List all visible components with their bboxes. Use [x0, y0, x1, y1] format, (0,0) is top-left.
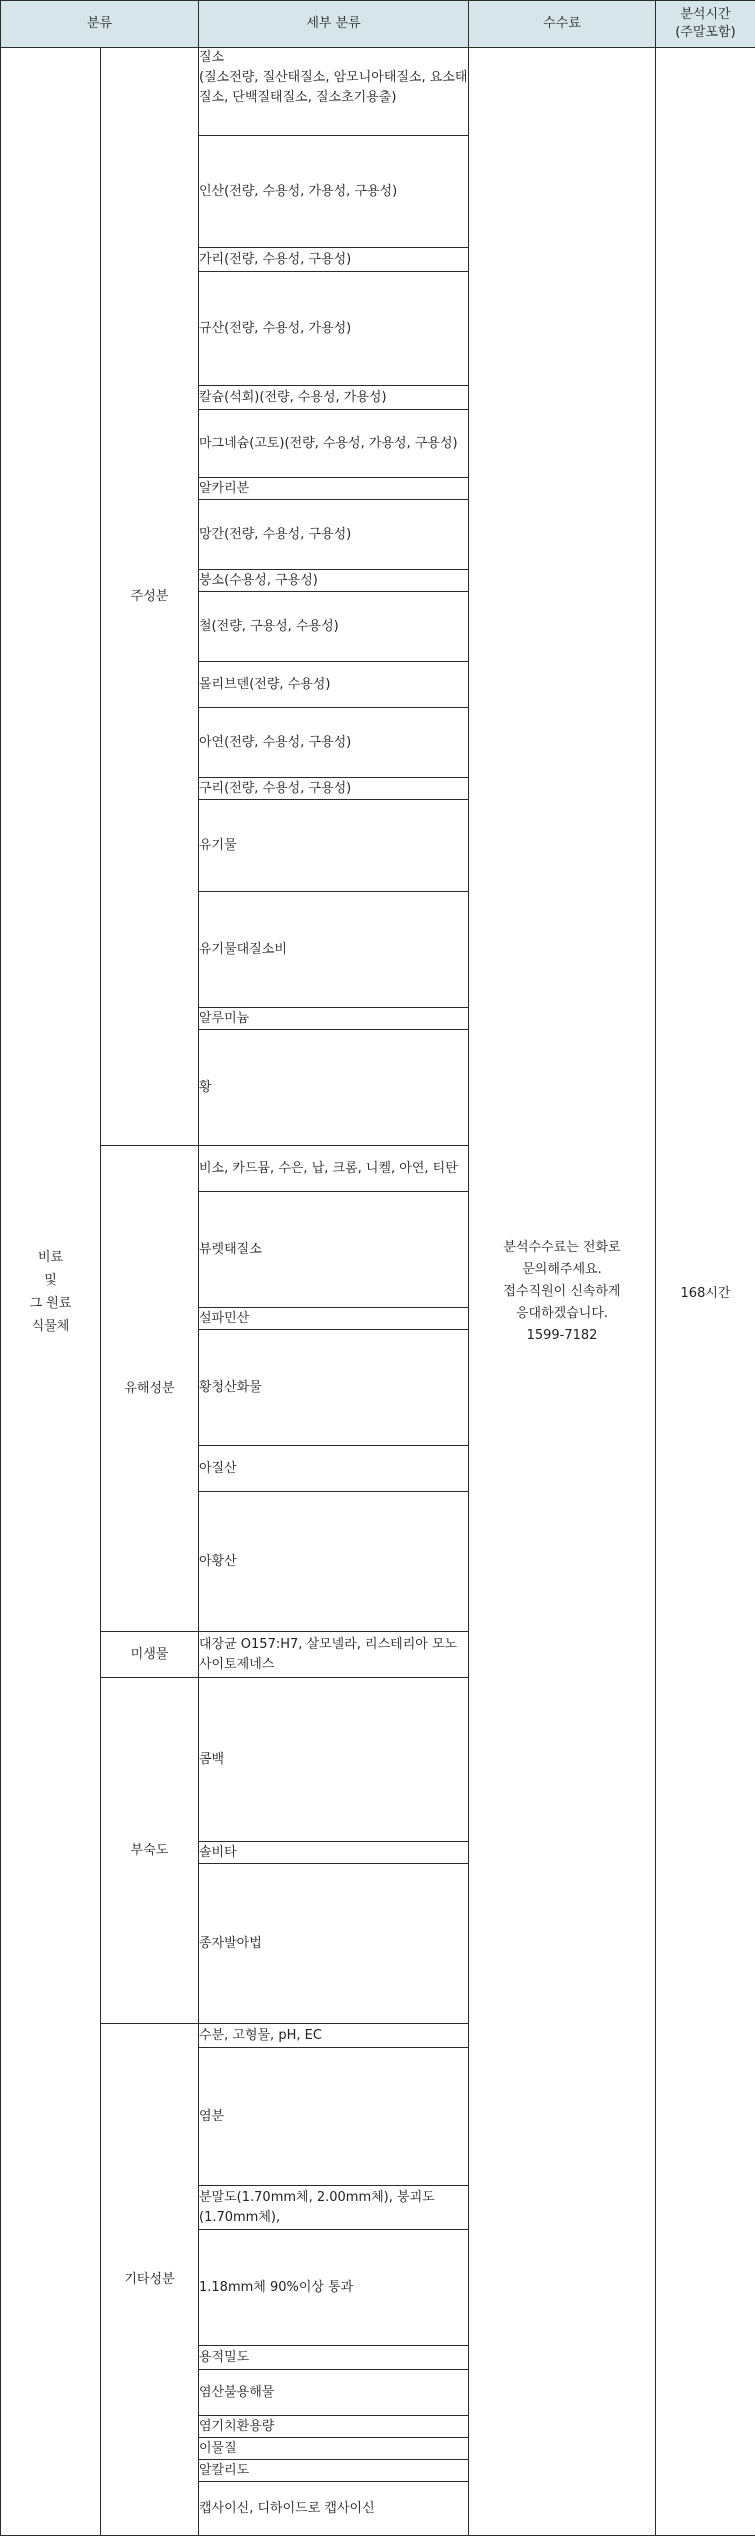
header-category: 분류: [1, 1, 199, 48]
header-time: 분석시간 (주말포함): [656, 1, 755, 48]
analysis-time-168: 168시간: [656, 48, 755, 2536]
detail-cell: 규산(전량, 수용성, 가용성): [199, 272, 469, 386]
detail-cell: 수분, 고형물, pH, EC: [199, 2024, 469, 2048]
detail-cell: 알루미늄: [199, 1008, 469, 1030]
header-row: [1, 1, 755, 48]
detail-cell: 염기치환용량: [199, 2416, 469, 2438]
group-other: 기타성분: [101, 2024, 199, 2536]
detail-cell: 용적밀도: [199, 2346, 469, 2370]
detail-cell: 염분: [199, 2048, 469, 2186]
detail-cell: 황: [199, 1030, 469, 1146]
detail-cell: 콤백: [199, 1678, 469, 1842]
detail-cell: 마그네슘(고토)(전량, 수용성, 가용성, 구용성): [199, 410, 469, 478]
group-maturity: 부숙도: [101, 1678, 199, 2024]
detail-cell: 유기물대질소비: [199, 892, 469, 1008]
detail-cell: 아황산: [199, 1492, 469, 1632]
detail-cell: 구리(전량, 수용성, 구용성): [199, 778, 469, 800]
category-cell: 비료 및 그 원료 식물체: [1, 48, 101, 2536]
detail-cell: 아질산: [199, 1446, 469, 1492]
detail-cell: 붕소(수용성, 구용성): [199, 570, 469, 592]
group-micro: 미생물: [101, 1632, 199, 1678]
detail-cell: 알칼리도: [199, 2460, 469, 2482]
detail-cell: 아연(전량, 수용성, 구용성): [199, 708, 469, 778]
detail-cell: 망간(전량, 수용성, 구용성): [199, 500, 469, 570]
detail-cell: 알카리분: [199, 478, 469, 500]
detail-cell: 황청산화물: [199, 1330, 469, 1446]
detail-cell: 인산(전량, 수용성, 가용성, 구용성): [199, 136, 469, 248]
detail-cell: 유기물: [199, 800, 469, 892]
fee-note: 분석수수료는 전화로 문의해주세요. 접수직원이 신속하게 응대하겠습니다. 1599-7182: [469, 48, 656, 2536]
detail-cell: 몰리브덴(전량, 수용성): [199, 662, 469, 708]
detail-cell: 솔비타: [199, 1842, 469, 1864]
detail-cell: 캡사이신, 디하이드로 캡사이신: [199, 2482, 469, 2536]
detail-cell: 설파민산: [199, 1308, 469, 1330]
group-harmful: 유해성분: [101, 1146, 199, 1632]
detail-cell: 1.18mm체 90%이상 통과: [199, 2230, 469, 2346]
detail-cell: 철(전량, 구용성, 수용성): [199, 592, 469, 662]
header-fee: 수수료: [469, 1, 656, 48]
group-main: 주성분: [101, 48, 199, 1146]
detail-cell: 가리(전량, 수용성, 구용성): [199, 248, 469, 272]
detail-cell: 분말도(1.70mm체, 2.00mm체), 붕괴도(1.70mm체),: [199, 2186, 469, 2230]
table-row: [1, 48, 755, 136]
detail-cell: 뷰렛태질소: [199, 1192, 469, 1308]
detail-cell: 대장균 O157:H7, 살모넬라, 리스테리아 모노사이토제네스: [199, 1632, 469, 1678]
detail-cell: 비소, 카드뮴, 수은, 납, 크롬, 니켈, 아연, 티탄: [199, 1146, 469, 1192]
detail-cell: 염산불용해물: [199, 2370, 469, 2416]
detail-cell: 종자발아법: [199, 1864, 469, 2024]
header-detail: 세부 분류: [199, 1, 469, 48]
detail-cell: 질소 (질소전량, 질산태질소, 암모니아태질소, 요소태질소, 단백질태질소, 질소초기용출): [199, 48, 469, 136]
detail-cell: 칼슘(석회)(전량, 수용성, 가용성): [199, 386, 469, 410]
detail-cell: 이물질: [199, 2438, 469, 2460]
